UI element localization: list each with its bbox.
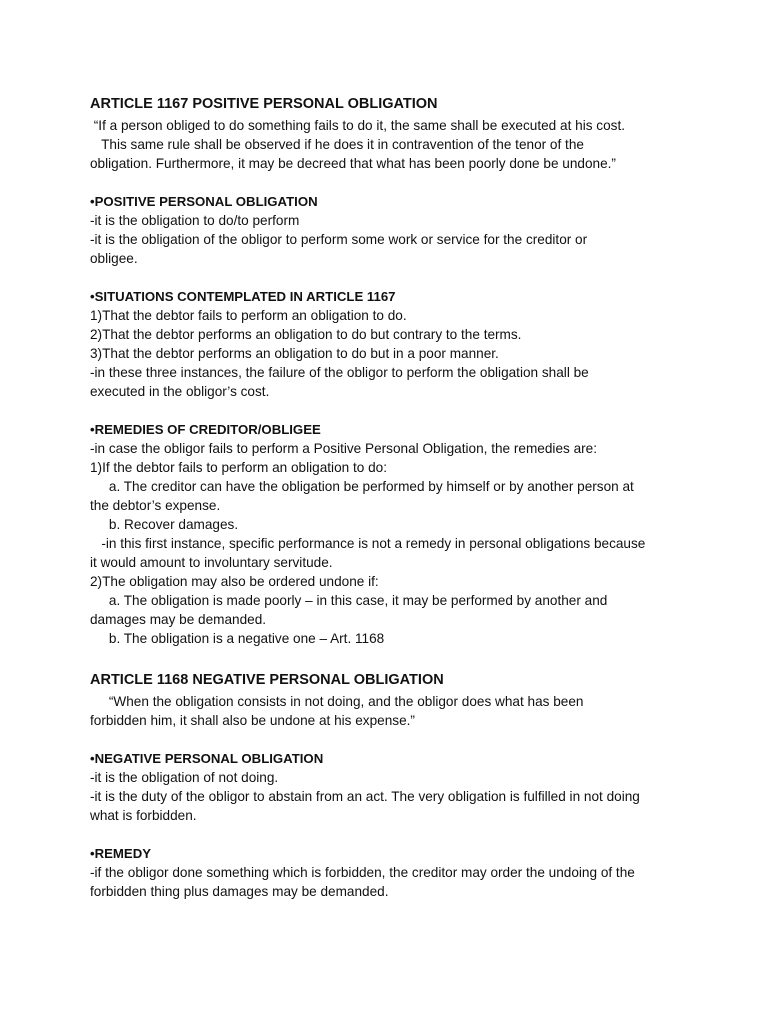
document-page [90, 94, 682, 901]
positive-obligation-heading: •POSITIVE PERSONAL OBLIGATION [90, 194, 318, 209]
article-1168-title: ARTICLE 1168 NEGATIVE PERSONAL OBLIGATION [90, 672, 444, 688]
remedies-line: 2)The obligation may also be ordered undone if: [90, 574, 379, 589]
negative-obligation-line: -it is the obligation of not doing. [90, 770, 279, 785]
remedies-heading: •REMEDIES OF CREDITOR/OBLIGEE [90, 422, 321, 437]
positive-obligation-line: -it is the obligation of the obligor to perform some work or service for the creditor or [90, 232, 588, 247]
positive-obligation-line: -it is the obligation to do/to perform [90, 213, 300, 228]
situations-heading: •SITUATIONS CONTEMPLATED IN ARTICLE 1167 [90, 289, 396, 304]
remedies-line: b. Recover damages. [90, 517, 239, 532]
article-1168-text-line: forbidden him, it shall also be undone at his expense.” [90, 713, 415, 728]
remedies-line: the debtor’s expense. [90, 498, 221, 513]
negative-obligation-line: what is forbidden. [90, 808, 197, 823]
remedy-heading: •REMEDY [90, 846, 152, 861]
remedies-line: -in case the obligor fails to perform a Positive Personal Obligation, the remedies are: [90, 441, 597, 456]
situations-line: -in these three instances, the failure of the obligor to perform the obligation shall be [90, 365, 589, 380]
negative-obligation-line: -it is the duty of the obligor to abstain from an act. The very obligation is fulfilled in not doing [90, 789, 640, 804]
remedy-line: -if the obligor done something which is forbidden, the creditor may order the undoing of the [90, 865, 635, 880]
article-1167-text-line: “If a person obliged to do something fails to do it, the same shall be executed at his cost. [90, 118, 625, 133]
negative-obligation-heading: •NEGATIVE PERSONAL OBLIGATION [90, 751, 324, 766]
situations-line: 1)That the debtor fails to perform an obligation to do. [90, 308, 407, 323]
remedies-line: 1)If the debtor fails to perform an obligation to do: [90, 460, 387, 475]
remedies-line: b. The obligation is a negative one – Art. 1168 [90, 631, 385, 646]
situations-line: executed in the obligor’s cost. [90, 384, 270, 399]
remedies-line: it would amount to involuntary servitude. [90, 555, 333, 570]
article-1167-text-line: obligation. Furthermore, it may be decreed that what has been poorly done be undone.” [90, 156, 616, 171]
article-1167-text-line: This same rule shall be observed if he does it in contravention of the tenor of the [90, 137, 584, 152]
remedy-line: forbidden thing plus damages may be demanded. [90, 884, 389, 899]
remedies-line: damages may be demanded. [90, 612, 267, 627]
positive-obligation-line: obligee. [90, 251, 138, 266]
remedies-line: a. The creditor can have the obligation be performed by himself or by another person at [90, 479, 634, 494]
situations-line: 3)That the debtor performs an obligation to do but in a poor manner. [90, 346, 499, 361]
article-1167-title: ARTICLE 1167 POSITIVE PERSONAL OBLIGATION [90, 96, 438, 112]
situations-line: 2)That the debtor performs an obligation to do but contrary to the terms. [90, 327, 522, 342]
remedies-line: a. The obligation is made poorly – in this case, it may be performed by another and [90, 593, 608, 608]
remedies-line: -in this first instance, specific performance is not a remedy in personal obligations because [90, 536, 646, 551]
article-1168-text-line: “When the obligation consists in not doing, and the obligor does what has been [90, 694, 584, 709]
